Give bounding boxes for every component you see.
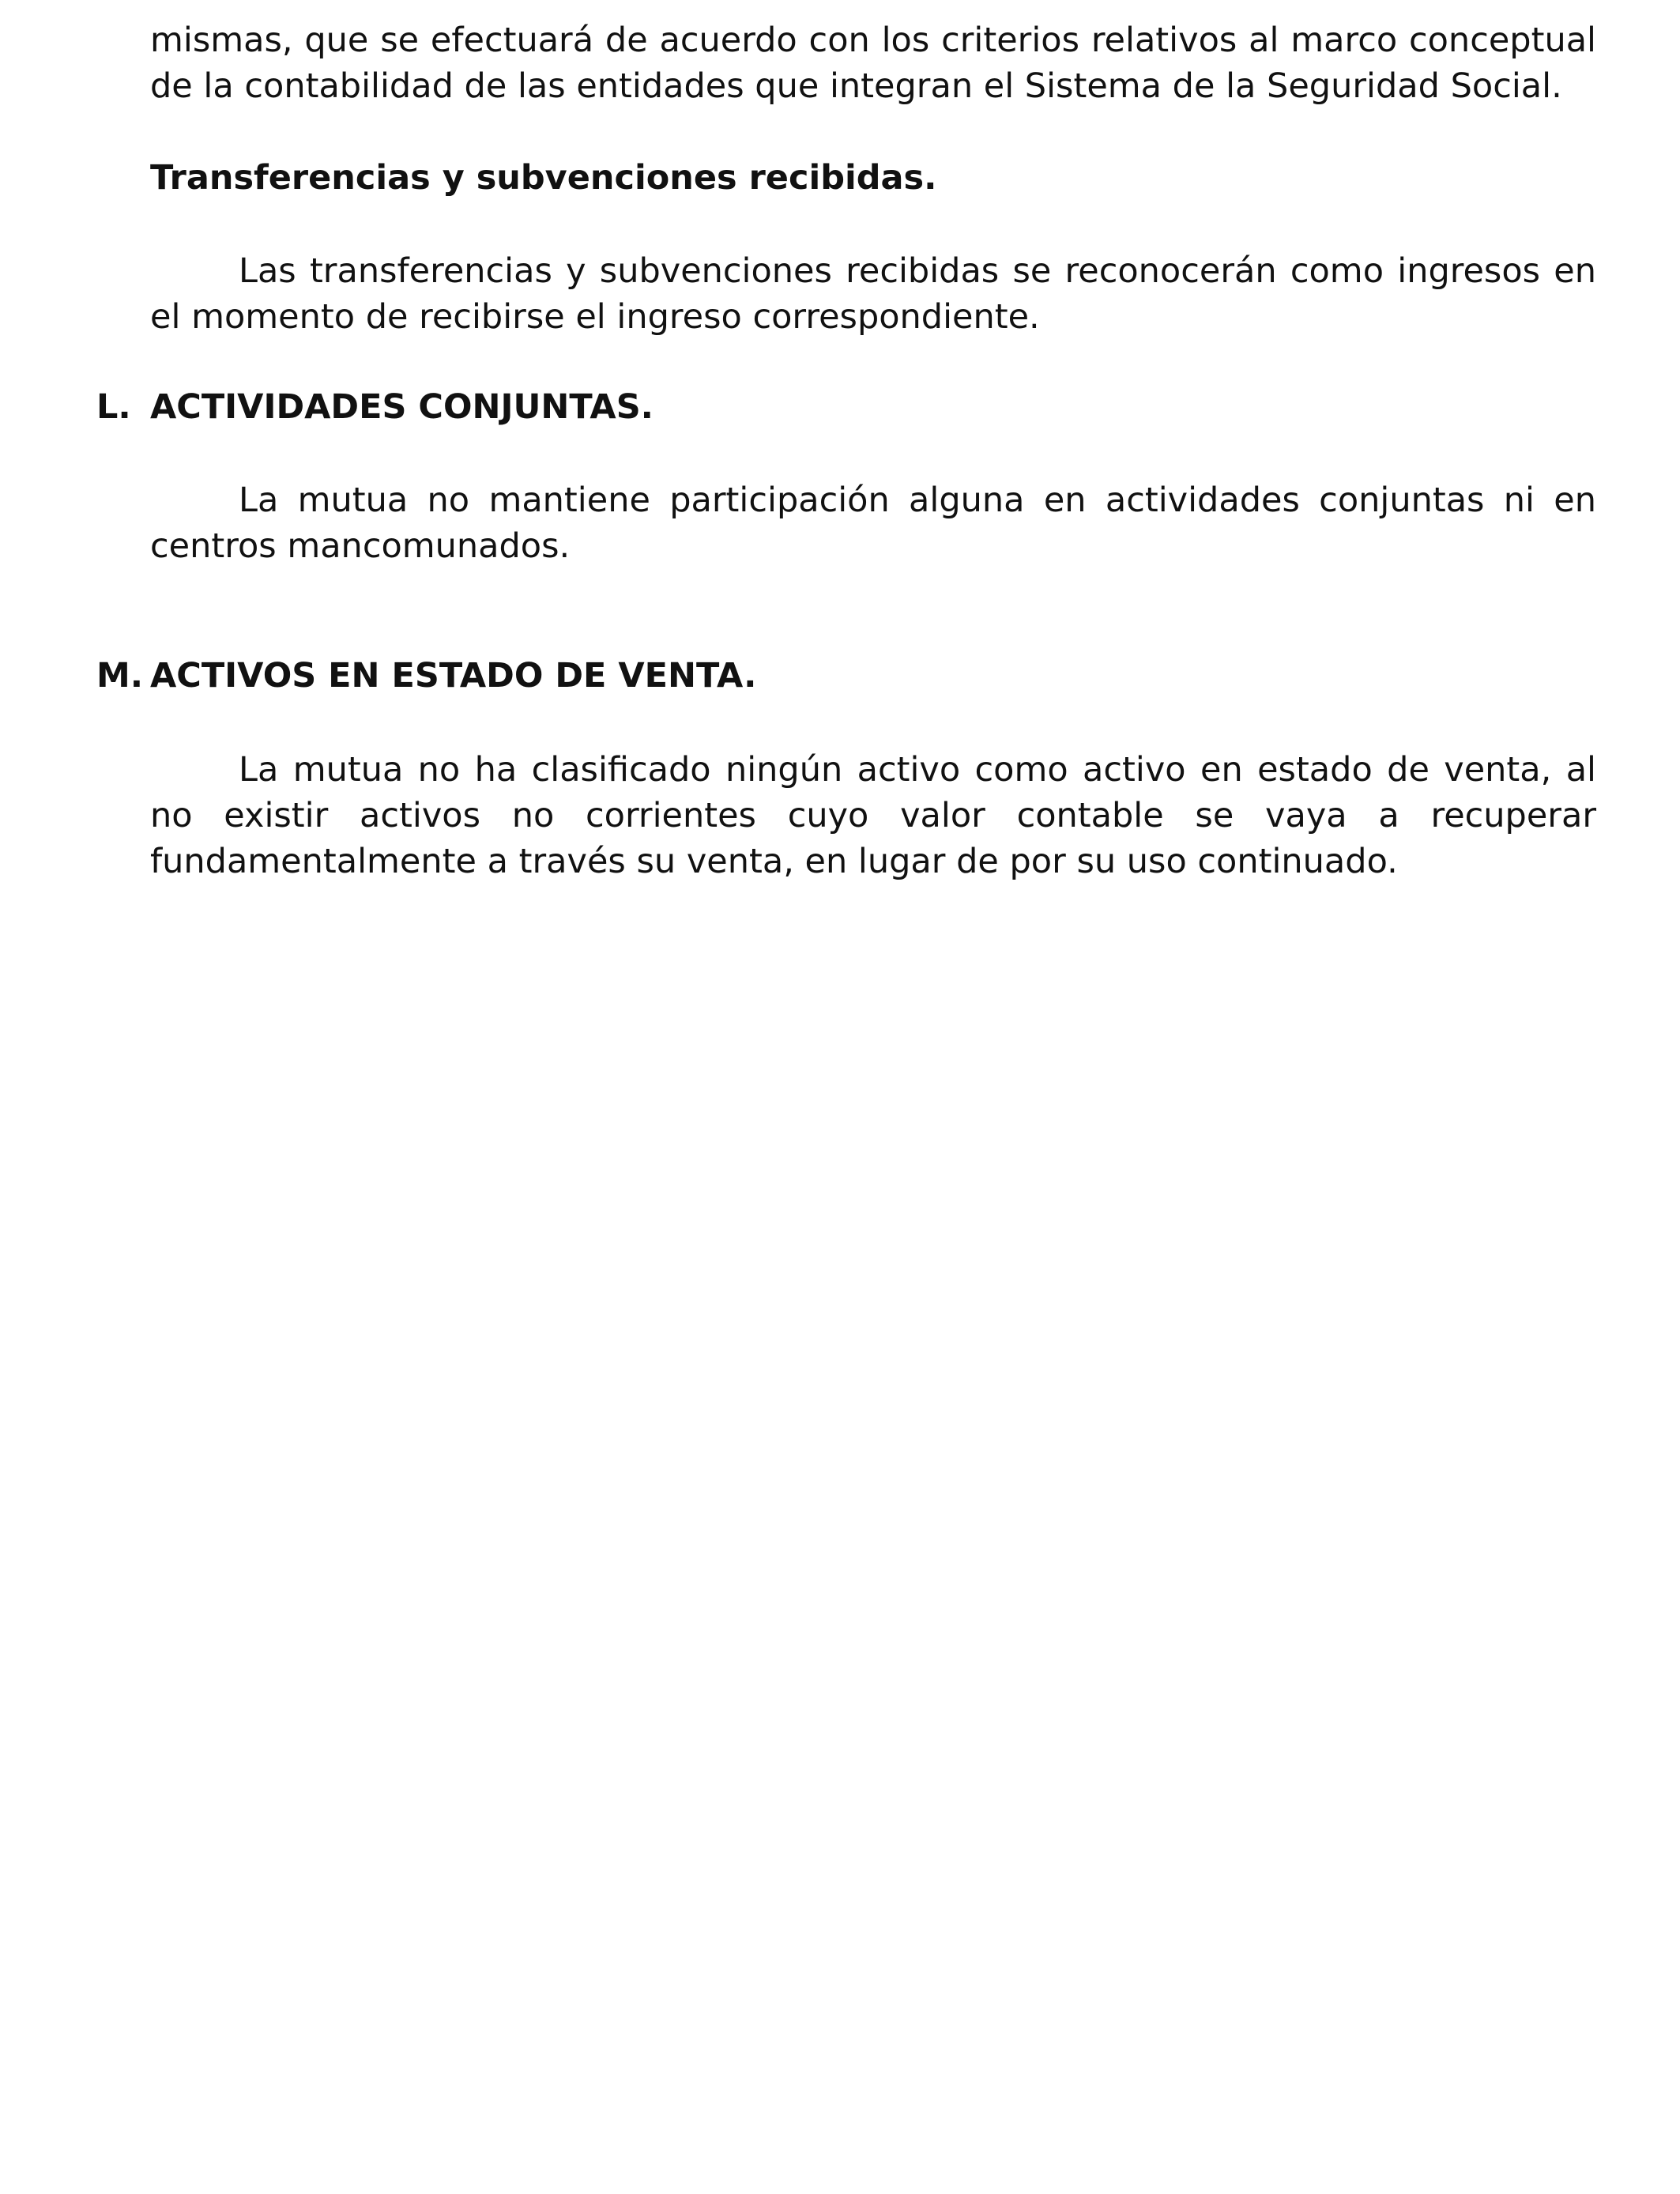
section-m-title: ACTIVOS EN ESTADO DE VENTA. — [150, 656, 757, 696]
intro-line-1: mismas, que se efectuará de acuerdo con los criterios relativos al marco conceptual — [150, 21, 1596, 60]
section-l-heading — [96, 384, 654, 430]
section-m-paragraph: La mutua no ha clasificado ningún activo como activo en estado de venta, al no existir activos no corrientes cuyo valor contable se vaya a recuperar fundamentalmente a través su venta, en lugar de por su uso continuado. — [150, 750, 1596, 881]
section-m-letter: M. — [96, 656, 144, 696]
section-l-letter: L. — [96, 387, 131, 427]
section-l-paragraph: La mutua no mantiene participación alguna en actividades conjuntas ni en centros mancomunados. — [150, 481, 1596, 566]
transfer-heading: Transferencias y subvenciones recibidas. — [150, 158, 937, 198]
transfer-paragraph: Las transferencias y subvenciones recibidas se reconocerán como ingresos en el momento de recibirse el ingreso correspondiente. — [150, 251, 1596, 337]
section-l-title: ACTIVIDADES CONJUNTAS. — [150, 387, 654, 427]
intro-line-2: de la contabilidad de las entidades que integran el Sistema de la Seguridad Social. — [150, 66, 1562, 106]
section-m-heading — [96, 653, 756, 699]
intro-paragraph — [150, 17, 1596, 109]
